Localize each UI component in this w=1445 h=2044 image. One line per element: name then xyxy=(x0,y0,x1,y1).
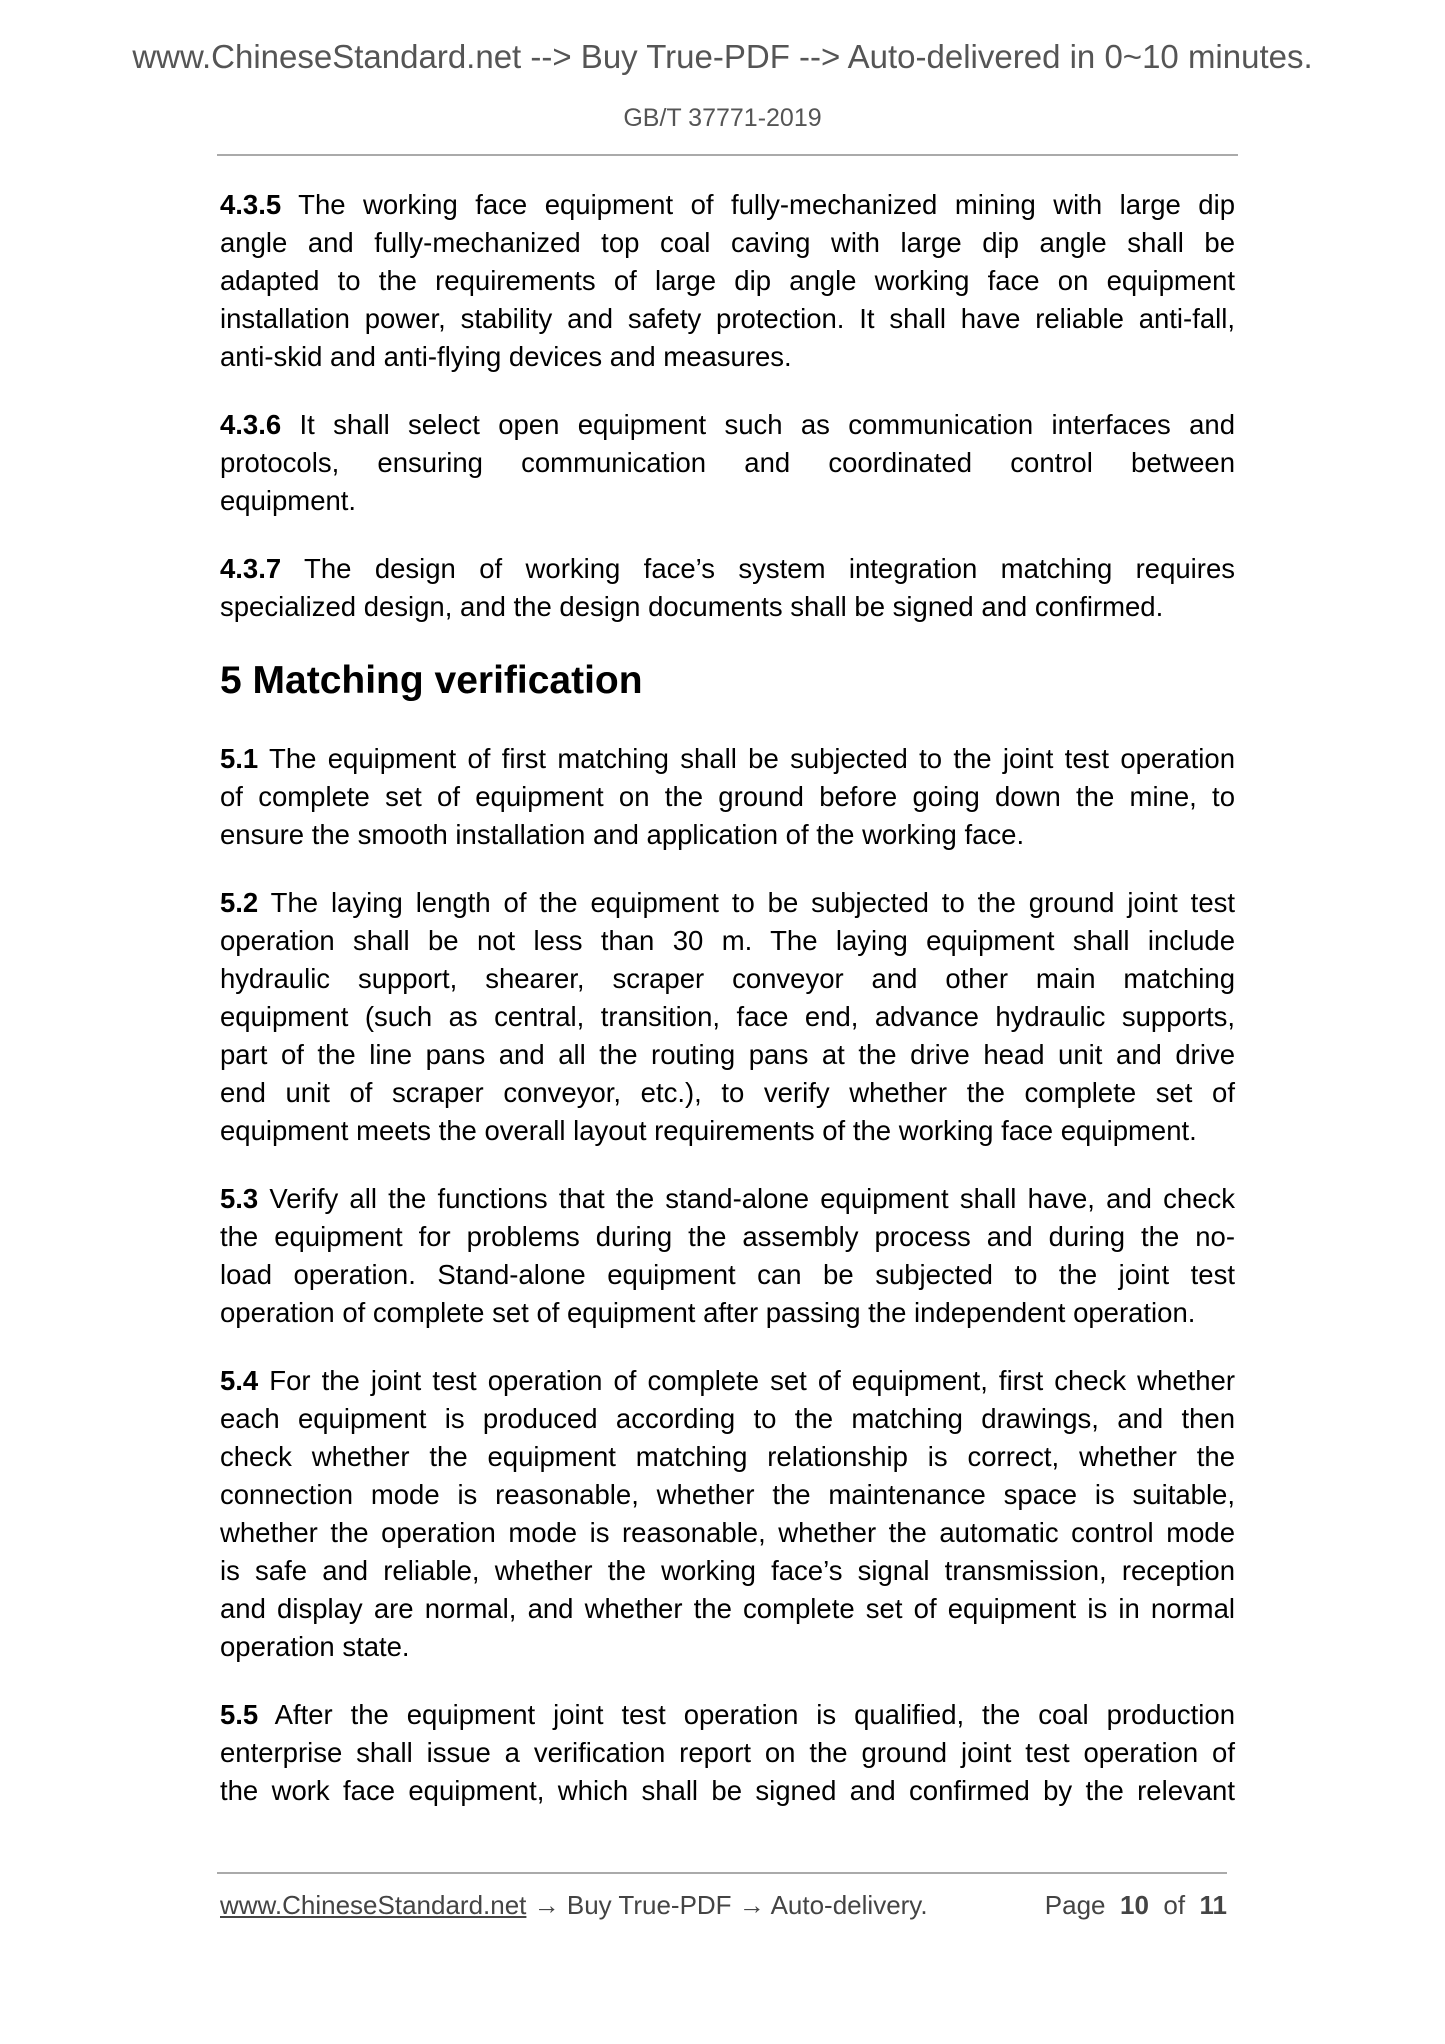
clause-5-4 xyxy=(220,1362,1235,1666)
text-line xyxy=(220,406,1235,444)
line-text: operation shall be not less than 30 m. The laying equipment shall include xyxy=(220,925,1235,956)
line-text: equipment meets the overall layout requirements of the working face equipment. xyxy=(220,1115,1197,1146)
line-text: For the joint test operation of complete set of equipment, first check whether xyxy=(258,1365,1235,1396)
text-line xyxy=(220,1112,1235,1150)
text-line xyxy=(220,1362,1235,1400)
line-text: protocols, ensuring communication and coordinated control between xyxy=(220,447,1235,478)
text-line xyxy=(220,960,1235,998)
text-line xyxy=(220,1438,1235,1476)
section-4-3-clauses xyxy=(220,186,1235,626)
clause-5-2 xyxy=(220,884,1235,1150)
text-line xyxy=(220,224,1235,262)
line-text: The laying length of the equipment to be subjected to the ground joint test xyxy=(258,887,1235,918)
line-text: It shall select open equipment such as communication interfaces and xyxy=(281,409,1235,440)
text-line xyxy=(220,998,1235,1036)
section-heading: 5 Matching verification xyxy=(220,659,643,702)
header-rule xyxy=(217,154,1238,156)
line-text: specialized design, and the design documents shall be signed and confirmed. xyxy=(220,591,1164,622)
clause-number: 5.1 xyxy=(220,743,259,774)
line-text: is safe and reliable, whether the working face’s signal transmission, reception xyxy=(220,1555,1235,1586)
text-line xyxy=(220,1476,1235,1514)
text-line xyxy=(220,1696,1235,1734)
clause-5-3 xyxy=(220,1180,1235,1332)
text-line xyxy=(220,1628,1235,1666)
line-text: the work face equipment, which shall be signed and confirmed by the relevant xyxy=(220,1775,1235,1806)
text-line xyxy=(220,816,1235,854)
text-line xyxy=(220,262,1235,300)
text-line xyxy=(220,482,1235,520)
line-text: operation of complete set of equipment after passing the independent operation. xyxy=(220,1297,1196,1328)
text-line xyxy=(220,1590,1235,1628)
text-line xyxy=(220,1734,1235,1772)
text-line xyxy=(220,922,1235,960)
line-text: and display are normal, and whether the complete set of equipment is in normal xyxy=(220,1593,1235,1624)
line-text: equipment (such as central, transition, face end, advance hydraulic supports, xyxy=(220,1001,1235,1032)
line-text: equipment. xyxy=(220,485,357,516)
clause-number: 5.4 xyxy=(220,1365,259,1396)
clause-number: 5.5 xyxy=(220,1699,259,1730)
text-line xyxy=(220,1036,1235,1074)
line-text: The equipment of first matching shall be subjected to the joint test operation xyxy=(258,743,1235,774)
line-text: of complete set of equipment on the ground before going down the mine, to xyxy=(220,781,1235,812)
text-line xyxy=(220,1256,1235,1294)
text-line xyxy=(220,1514,1235,1552)
text-line xyxy=(220,444,1235,482)
line-text: part of the line pans and all the routing pans at the drive head unit and drive xyxy=(220,1039,1235,1070)
line-text: Verify all the functions that the stand-alone equipment shall have, and check xyxy=(258,1183,1235,1214)
text-line xyxy=(220,1552,1235,1590)
header-banner: www.ChineseStandard.net --> Buy True-PDF --> Auto-delivered in 0~10 minutes. xyxy=(132,38,1313,75)
text-line xyxy=(220,186,1235,224)
line-text: installation power, stability and safety protection. It shall have reliable anti-fall, xyxy=(220,303,1235,334)
clause-4-3-7 xyxy=(220,550,1235,626)
section-5-clauses xyxy=(220,740,1235,1810)
document-body xyxy=(220,186,1235,1840)
text-line xyxy=(220,1218,1235,1256)
line-text: operation state. xyxy=(220,1631,410,1662)
page-number: Page 10 of 11 xyxy=(1044,1890,1227,1920)
line-text: The working face equipment of fully-mechanized mining with large dip xyxy=(281,189,1235,220)
line-text: The design of working face’s system integration matching requires xyxy=(281,553,1235,584)
text-line xyxy=(220,1772,1235,1810)
line-text: adapted to the requirements of large dip angle working face on equipment xyxy=(220,265,1235,296)
text-line xyxy=(220,1400,1235,1438)
footer-text: → Buy True-PDF → Auto-delivery. xyxy=(526,1890,928,1920)
text-line xyxy=(220,740,1235,778)
document-id: GB/T 37771-2019 xyxy=(623,104,822,132)
line-text: load operation. Stand-alone equipment can be subjected to the joint test xyxy=(220,1259,1235,1290)
clause-5-1 xyxy=(220,740,1235,854)
text-line xyxy=(220,1294,1235,1332)
line-text: check whether the equipment matching relationship is correct, whether the xyxy=(220,1441,1235,1472)
line-text: anti-skid and anti-flying devices and measures. xyxy=(220,341,792,372)
text-line xyxy=(220,300,1235,338)
line-text: enterprise shall issue a verification report on the ground joint test operation of xyxy=(220,1737,1235,1768)
text-line xyxy=(220,588,1235,626)
line-text: hydraulic support, shearer, scraper conveyor and other main matching xyxy=(220,963,1235,994)
line-text: connection mode is reasonable, whether the maintenance space is suitable, xyxy=(220,1479,1235,1510)
footer-link[interactable]: www.ChineseStandard.net xyxy=(220,1890,527,1920)
text-line xyxy=(220,778,1235,816)
line-text: the equipment for problems during the assembly process and during the no- xyxy=(220,1221,1235,1252)
footer-rule xyxy=(217,1872,1227,1874)
line-text: angle and fully-mechanized top coal caving with large dip angle shall be xyxy=(220,227,1235,258)
clause-4-3-6 xyxy=(220,406,1235,520)
clause-number: 4.3.5 xyxy=(220,189,282,220)
line-text: After the equipment joint test operation is qualified, the coal production xyxy=(258,1699,1235,1730)
clause-number: 5.2 xyxy=(220,887,259,918)
line-text: whether the operation mode is reasonable, whether the automatic control mode xyxy=(220,1517,1235,1548)
text-line xyxy=(220,1180,1235,1218)
clause-number: 5.3 xyxy=(220,1183,259,1214)
clause-4-3-5 xyxy=(220,186,1235,376)
text-line xyxy=(220,1074,1235,1112)
text-line xyxy=(220,550,1235,588)
text-line xyxy=(220,338,1235,376)
footer xyxy=(220,1890,1227,1921)
clause-number: 4.3.6 xyxy=(220,409,282,440)
clause-5-5 xyxy=(220,1696,1235,1810)
text-line xyxy=(220,884,1235,922)
line-text: ensure the smooth installation and application of the working face. xyxy=(220,819,1025,850)
line-text: each equipment is produced according to the matching drawings, and then xyxy=(220,1403,1235,1434)
clause-number: 4.3.7 xyxy=(220,553,282,584)
line-text: end unit of scraper conveyor, etc.), to verify whether the complete set of xyxy=(220,1077,1235,1108)
